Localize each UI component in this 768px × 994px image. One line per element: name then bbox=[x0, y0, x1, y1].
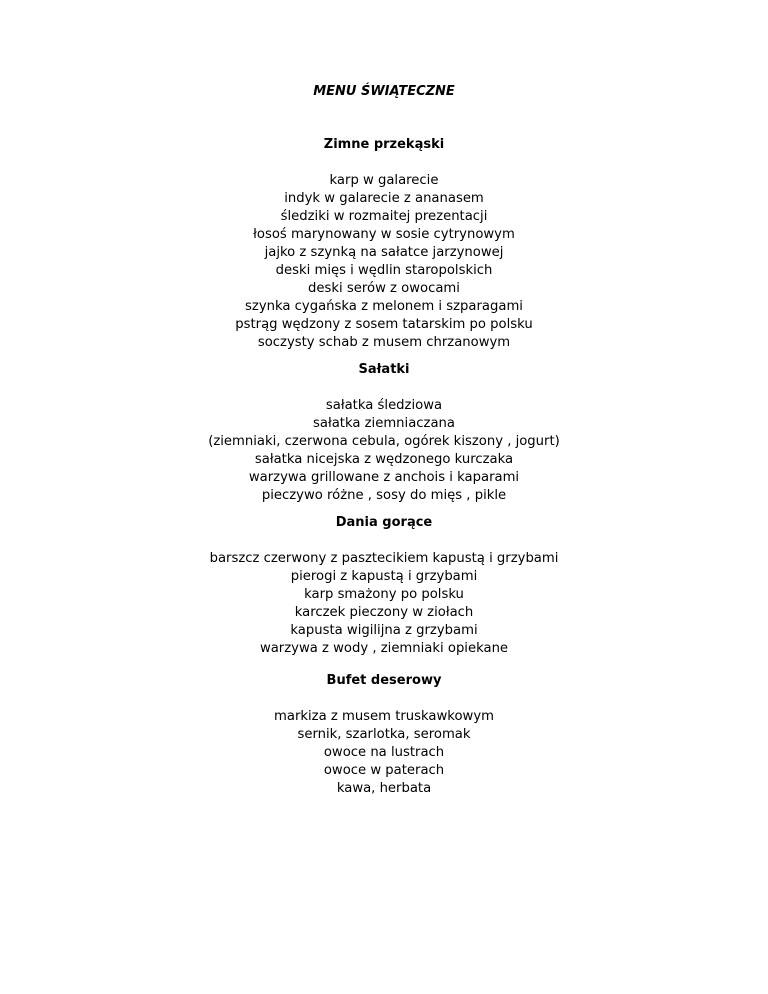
menu-section-hot-dishes bbox=[0, 514, 768, 658]
menu-item: sałatka śledziowa bbox=[325, 398, 443, 413]
menu-item: indyk w galarecie z ananasem bbox=[284, 191, 484, 206]
menu-item: pieczywo różne , sosy do mięs , pikle bbox=[261, 488, 507, 503]
menu-item: sernik, szarlotka, seromak bbox=[297, 727, 471, 742]
menu-item: pierogi z kapustą i grzybami bbox=[290, 569, 478, 584]
menu-item: karp w galarecie bbox=[329, 173, 439, 188]
menu-item: szynka cygańska z melonem i szparagami bbox=[245, 299, 523, 314]
menu-item: łosoś marynowany w sosie cytrynowym bbox=[253, 227, 515, 242]
menu-section-salads bbox=[0, 361, 768, 505]
menu-section-cold-appetizers bbox=[0, 136, 768, 352]
menu-section-dessert-buffet bbox=[0, 672, 768, 798]
menu-item: owoce w paterach bbox=[323, 763, 445, 778]
menu-item-list bbox=[0, 397, 768, 505]
menu-item: kawa, herbata bbox=[336, 781, 432, 796]
menu-item: warzywa z wody , ziemniaki opiekane bbox=[259, 641, 509, 656]
menu-item: śledziki w rozmaitej prezentacji bbox=[280, 209, 488, 224]
menu-item-list bbox=[0, 550, 768, 658]
menu-item-list bbox=[0, 172, 768, 352]
menu-item: owoce na lustrach bbox=[323, 745, 445, 760]
section-heading: Dania gorące bbox=[335, 515, 433, 530]
menu-item-list bbox=[0, 708, 768, 798]
section-heading: Bufet deserowy bbox=[326, 673, 442, 688]
menu-item: markiza z musem truskawkowym bbox=[274, 709, 494, 724]
menu-item: pstrąg wędzony z sosem tatarskim po polsku bbox=[235, 317, 533, 332]
menu-item: sałatka nicejska z wędzonego kurczaka bbox=[254, 452, 514, 467]
menu-item: (ziemniaki, czerwona cebula, ogórek kiszony , jogurt) bbox=[208, 434, 560, 449]
menu-item: barszcz czerwony z pasztecikiem kapustą i grzybami bbox=[209, 551, 559, 566]
menu-item: sałatka ziemniaczana bbox=[313, 416, 455, 431]
menu-item: deski serów z owocami bbox=[308, 281, 460, 296]
menu-item: karczek pieczony w ziołach bbox=[294, 605, 474, 620]
menu-item: soczysty schab z musem chrzanowym bbox=[257, 335, 511, 350]
section-heading: Sałatki bbox=[358, 362, 410, 377]
section-heading: Zimne przekąski bbox=[323, 137, 445, 152]
menu-item: warzywa grillowane z anchois i kaparami bbox=[248, 470, 520, 485]
menu-item: jajko z szynką na sałatce jarzynowej bbox=[264, 245, 504, 260]
menu-item: karp smażony po polsku bbox=[304, 587, 464, 602]
menu-item: deski mięs i wędlin staropolskich bbox=[275, 263, 493, 278]
menu-item: kapusta wigilijna z grzybami bbox=[290, 623, 478, 638]
menu-title: MENU ŚWIĄTECZNE bbox=[313, 84, 455, 99]
